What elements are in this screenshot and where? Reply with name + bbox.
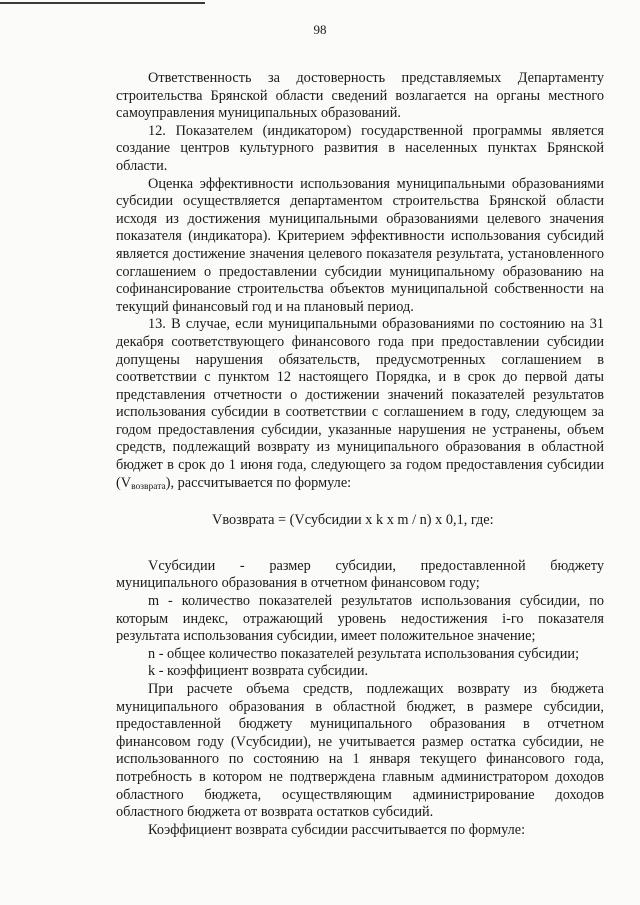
formula-v-vozvrata: Vвозврата = (Vсубсидии x k x m / n) x 0,1, где: (212, 512, 494, 529)
paragraph-responsibility: Ответственность за достоверность представляемых Департаменту строительства Брянской области сведений возлагается на органы местного самоуправления муниципальных образований. (116, 70, 604, 122)
subscript-vozvrata: возврата (131, 481, 166, 492)
paragraph-13-text: 13. В случае, если муниципальными образованиями по состоянию на 31 декабря соответствующего финансового года при предоставлении субсидии допущены нарушения обязательств, предусмотренных соглашением в соответствии с пунктом 12 настоящего Порядка, и в срок до первой даты представления отчетности о достижении значений показателей результатов использования субсидии в соответствии с соглашением в году, следующем за годом предоставления субсидии, указанные нарушения не устранены, объем средств, подлежащий возврату из муниципального образования в областной бюджет в срок до 1 июня года, следующего за годом предоставления субсидии (V (116, 316, 604, 491)
document-body (116, 70, 604, 839)
paragraph-return-calculation: При расчете объема средств, подлежащих возврату из бюджета муниципального образования в областной бюджет, в размере субсидии, предоставленной бюджету муниципального образования в отчетном финансовом году (Vсубсидии), не учитывается размер остатка субсидии, не использованного по состоянию на 1 января текущего финансового года, потребность в котором не подтверждена главным администратором доходов областного бюджета, осуществляющим администрирование доходов областного бюджета от возврата остатков субсидий. (116, 681, 604, 821)
definition-k: k - коэффициент возврата субсидии. (148, 663, 369, 680)
paragraph-12-indicator: 12. Показателем (индикатором) государственной программы является создание центров культурного развития в населенных пунктах Брянской области. (116, 122, 604, 174)
definition-m: m - количество показателей результатов использования субсидии, по которым индекс, отражающий уровень недостижения i-го показателя результата использования субсидии, имеет положительное значение; (116, 593, 604, 645)
paragraph-13 (116, 316, 604, 496)
page-number: 98 (313, 22, 327, 37)
definition-n: n - общее количество показателей результата использования субсидии; (148, 645, 580, 662)
paragraph-evaluation: Оценка эффективности использования муниципальными образованиями субсидии осуществляется департаментом строительства Брянской области исходя из достижения муниципальными образованиями целевого значения показателя (индикатора). Критерием эффективности использования субсидий является достижение значения целевого показателя результата, установленного соглашением о предоставлении субсидии муниципальному образованию на софинансирование строительства объектов муниципальной собственности на текущий финансовый год и на плановый период. (116, 175, 604, 315)
top-rule (0, 2, 205, 4)
paragraph-13-tail: ), рассчитывается по формуле: (165, 474, 352, 491)
definition-v-subsidii: Vсубсидии - размер субсидии, предоставленной бюджету муниципального образования в отчетном финансовом году; (116, 557, 604, 592)
paragraph-coefficient: Коэффициент возврата субсидии рассчитывается по формуле: (148, 821, 526, 838)
